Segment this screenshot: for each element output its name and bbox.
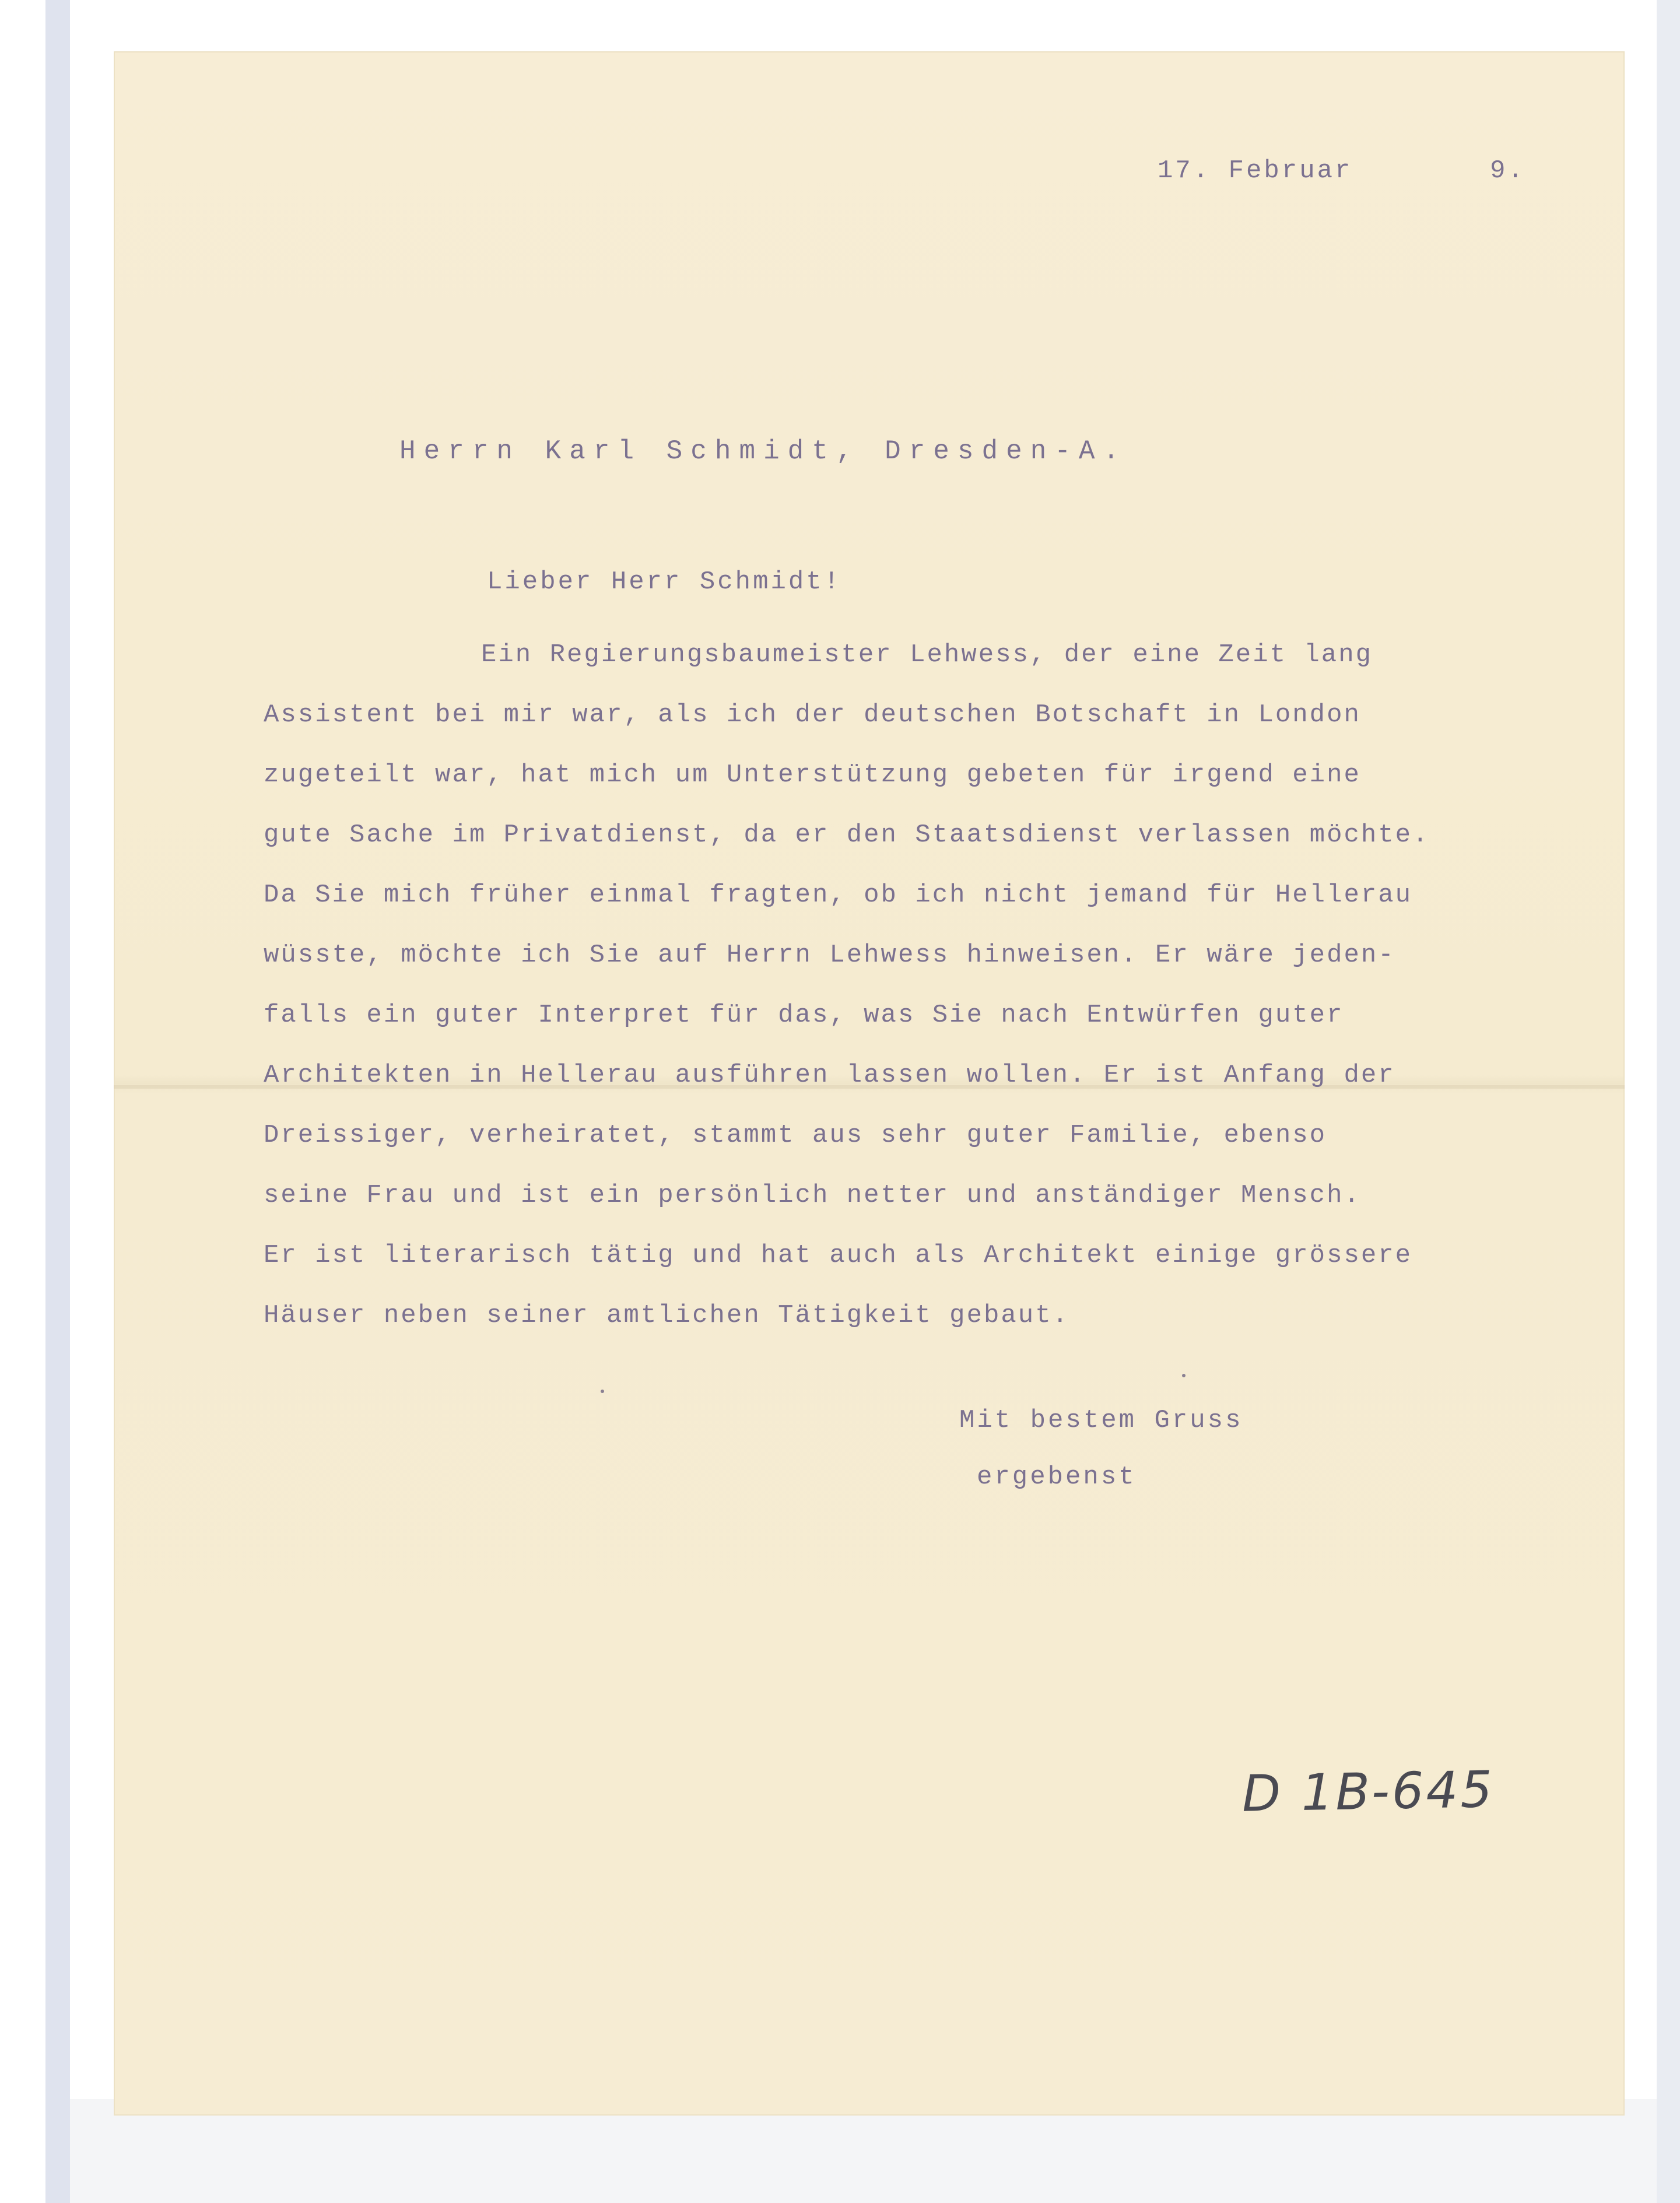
ink-speck: [1182, 1374, 1186, 1377]
closing-greeting: Mit bestem Gruss: [959, 1406, 1243, 1435]
body-line: Dreissiger, verheiratet, stammt aus sehr guter Familie, ebenso: [264, 1121, 1327, 1150]
ink-speck: [601, 1390, 604, 1393]
body-line: Ein Regierungsbaumeister Lehwess, der eine Zeit lang: [481, 640, 1373, 669]
body-line: seine Frau und ist ein persönlich netter und anständiger Mensch.: [264, 1181, 1361, 1210]
body-line: gute Sache im Privatdienst, da er den Staatsdienst verlassen möchte.: [264, 820, 1430, 850]
body-line: Er ist literarisch tätig und hat auch als Architekt einige grössere: [264, 1241, 1413, 1270]
recipient-address: Herrn Karl Schmidt, Dresden-A.: [399, 436, 1128, 466]
body-line: zugeteilt war, hat mich um Unterstützung gebeten für irgend eine: [264, 760, 1361, 790]
letter-date: 17. Februar: [1158, 156, 1353, 185]
body-line: Häuser neben seiner amtlichen Tätigkeit gebaut.: [264, 1301, 1070, 1330]
archive-signature: D 1B-645: [1241, 1760, 1495, 1823]
body-line: falls ein guter Interpret für das, was Sie nach Entwürfen guter: [264, 1001, 1344, 1030]
scan-left-edge: [45, 0, 70, 2203]
closing-signoff: ergebenst: [977, 1462, 1137, 1492]
letter-page: [114, 51, 1625, 2116]
scan-right-edge: [1657, 0, 1680, 2203]
body-line: Architekten in Hellerau ausführen lassen wollen. Er ist Anfang der: [264, 1061, 1395, 1090]
body-line: Da Sie mich früher einmal fragten, ob ich nicht jemand für Hellerau: [264, 881, 1413, 910]
letter-date-suffix: 9.: [1490, 156, 1525, 185]
body-line: wüsste, möchte ich Sie auf Herrn Lehwess hinweisen. Er wäre jeden-: [264, 941, 1395, 970]
body-line: Assistent bei mir war, als ich der deutschen Botschaft in London: [264, 700, 1361, 729]
salutation: Lieber Herr Schmidt!: [487, 567, 842, 597]
